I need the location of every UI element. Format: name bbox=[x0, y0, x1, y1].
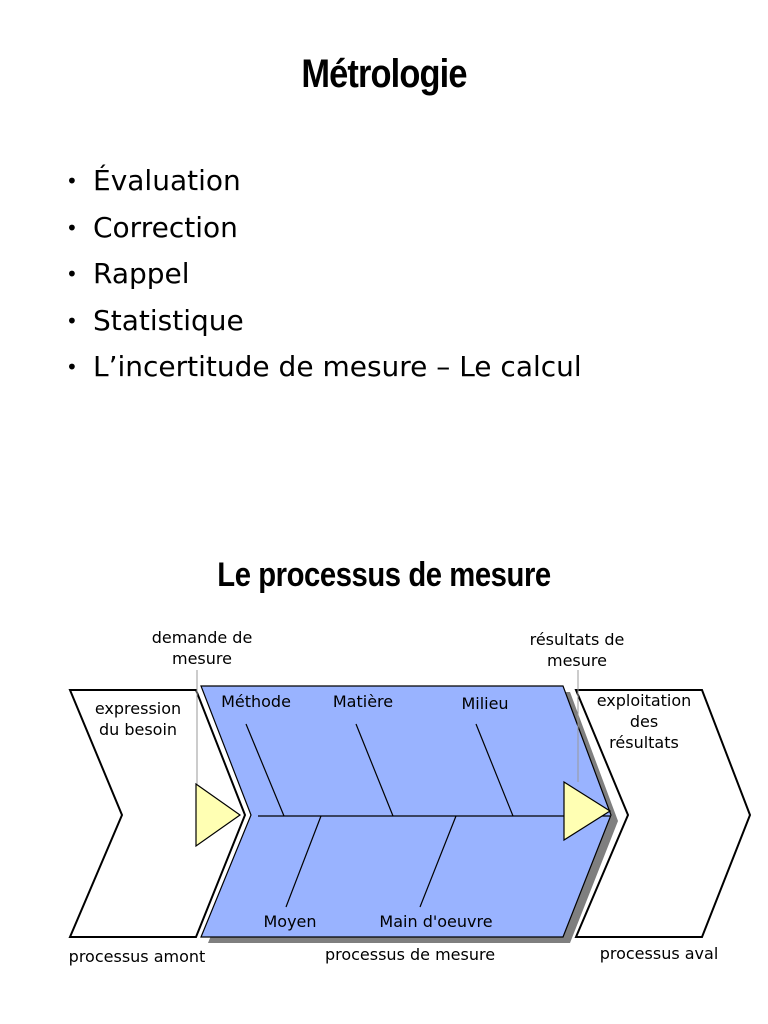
diagram-title: Le processus de mesure bbox=[217, 556, 551, 594]
label-milieu: Milieu bbox=[461, 694, 509, 713]
bullet-item: • L’incertitude de mesure – Le calcul bbox=[66, 344, 582, 391]
label-processus-amont: processus amont bbox=[68, 947, 206, 966]
label-moyen: Moyen bbox=[263, 912, 317, 931]
label-main-oeuvre: Main d'oeuvre bbox=[379, 912, 493, 931]
label-processus-mesure: processus de mesure bbox=[324, 945, 496, 964]
resultats-label: résultats de mesure bbox=[529, 630, 625, 670]
bullet-item: • Évaluation bbox=[66, 158, 582, 205]
exploitation-label: exploitation des résultats bbox=[596, 691, 692, 752]
measure-chevron bbox=[201, 686, 611, 937]
label-matiere: Matière bbox=[332, 692, 394, 711]
bullet-list bbox=[66, 158, 582, 391]
label-methode: Méthode bbox=[221, 692, 291, 711]
bullet-item: • Statistique bbox=[66, 298, 582, 345]
bullet-item: • Rappel bbox=[66, 251, 582, 298]
slide-title: Métrologie bbox=[301, 52, 467, 96]
bullet-item: • Correction bbox=[66, 205, 582, 252]
demande-label: demande de mesure bbox=[151, 628, 253, 668]
label-processus-aval: processus aval bbox=[599, 944, 719, 963]
expression-label: expression du besoin bbox=[94, 699, 182, 739]
